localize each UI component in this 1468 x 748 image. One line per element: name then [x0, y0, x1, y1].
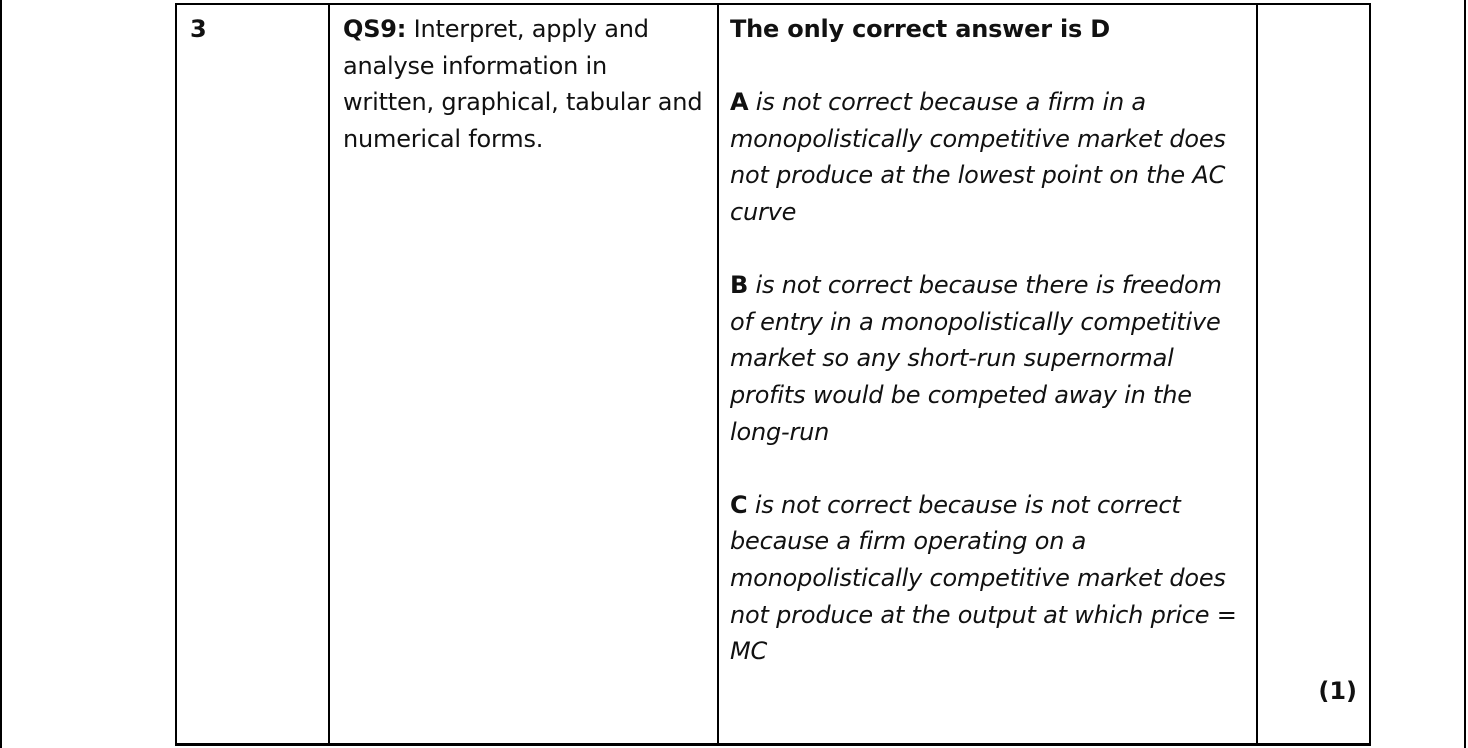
- answer-cell: [719, 5, 1258, 743]
- distractor-letter: A: [730, 88, 749, 117]
- question-number-cell: [177, 5, 330, 743]
- distractor-explanation: is not correct because a firm in a monopolistically competitive market does not produce at the lowest point on the AC curve: [730, 88, 1226, 226]
- distractor-explanation: is not correct because there is freedom of entry in a monopolistically competitive market so any short-run supernormal profits would be competed away in the long-run: [730, 271, 1222, 446]
- skill-code: QS9:: [343, 15, 407, 43]
- next-row-rule: [175, 744, 1371, 746]
- mark-scheme-table: [175, 3, 1371, 745]
- skill-description: [343, 11, 703, 157]
- answer-content: [730, 11, 1250, 670]
- distractor-explanation: is not correct because is not correct because a firm operating on a monopolistically competitive market does not produce at the output at which price = MC: [730, 490, 1237, 666]
- skill-text: Interpret, apply and analyse information in written, graphical, tabular and numerical forms.: [343, 15, 703, 153]
- answer-heading: The only correct answer is D: [730, 15, 1111, 43]
- marks-cell: [1258, 5, 1369, 743]
- distractor-b: [730, 267, 1250, 450]
- distractor-a: [730, 84, 1250, 230]
- distractor-letter: C: [730, 490, 748, 519]
- distractor-c: [730, 487, 1250, 670]
- question-number: 3: [190, 15, 207, 43]
- skill-cell: [330, 5, 719, 743]
- marks-value: (1): [1318, 677, 1357, 705]
- distractor-letter: B: [730, 271, 749, 300]
